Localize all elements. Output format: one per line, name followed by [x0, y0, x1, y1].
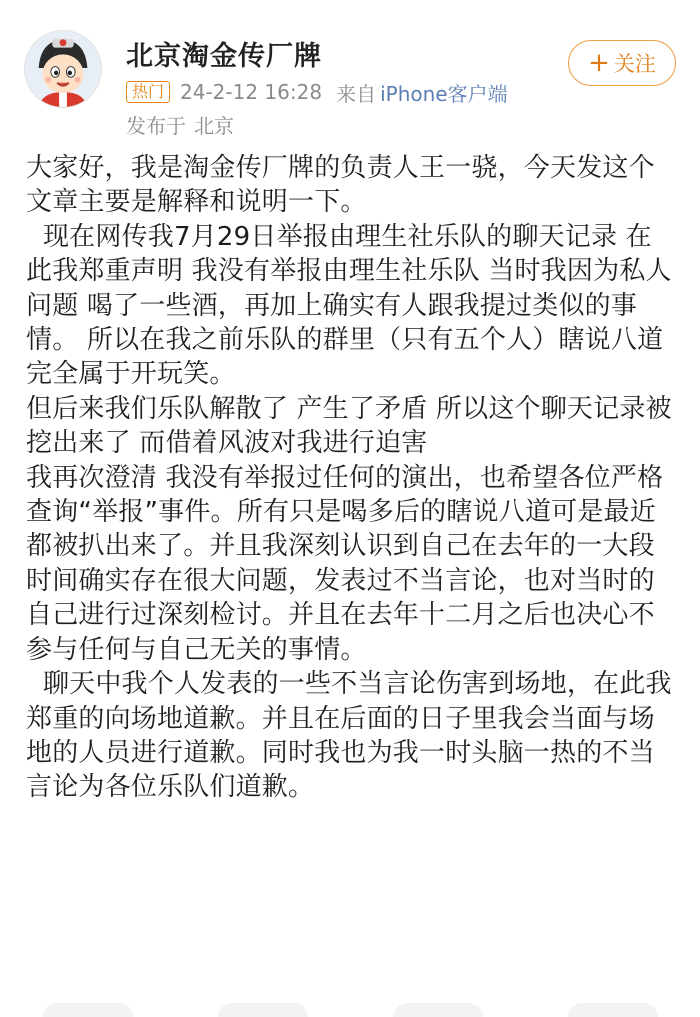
post-meta	[126, 78, 508, 106]
paragraph: 但后来我们乐队解散了 产生了矛盾 所以这个聊天记录被挖出来了 而借着风波对我进行迫害	[26, 393, 672, 459]
post-location	[126, 110, 234, 139]
author-name[interactable]: 北京淘金传厂牌	[126, 41, 322, 72]
follow-button[interactable]	[568, 40, 676, 86]
image-thumbnail[interactable]	[43, 1003, 133, 1017]
image-thumbnail[interactable]	[393, 1003, 483, 1017]
paragraph: 聊天中我个人发表的一些不当言论伤害到场地，在此我郑重的向场地道歉。并且在后面的日子里我会当面与场地的人员进行道歉。同时我也为我一时头脑一热的不当言论为各位乐队们道歉。	[26, 669, 672, 803]
plus-icon: +	[588, 48, 610, 78]
location-prefix: 发布于	[126, 114, 186, 138]
post-header	[0, 0, 700, 140]
post-body	[26, 151, 676, 805]
image-thumbnail[interactable]	[218, 1003, 308, 1017]
source-link[interactable]: iPhone客户端	[380, 81, 508, 106]
post-time: 24-2-12 16:28	[180, 80, 323, 104]
source-prefix: 来自	[336, 81, 377, 106]
avatar[interactable]	[24, 30, 102, 108]
cartoon-avatar-icon	[25, 31, 101, 107]
hot-badge: 热门	[126, 81, 170, 103]
image-preview-strip	[0, 990, 700, 1017]
paragraph: 大家好，我是淘金传厂牌的负责人王一骁，今天发这个文章主要是解释和说明一下。	[26, 153, 655, 218]
paragraph: 现在网传我7月29日举报由理生社乐队的聊天记录 在此我郑重声明 我没有举报由理生社乐队 当时我因为私人问题 喝了一些酒，再加上确实有人跟我提过类似的事情。 所以在我之前乐队的群里（只有五个人）瞎说八道 完全属于开玩笑。	[26, 221, 672, 390]
paragraph: 我再次澄清 我没有举报过任何的演出，也希望各位严格查询“举报”事件。所有只是喝多后的瞎说八道可是最近都被扒出来了。并且我深刻认识到自己在去年的一大段时间确实存在很大问题，发表过不当言论，也对当时的自己进行过深刻检讨。并且在去年十二月之后也决心不参与任何与自己无关的事情。	[26, 462, 664, 665]
location-value: 北京	[194, 114, 234, 138]
follow-label: 关注	[613, 52, 656, 76]
image-thumbnail[interactable]	[568, 1003, 658, 1017]
